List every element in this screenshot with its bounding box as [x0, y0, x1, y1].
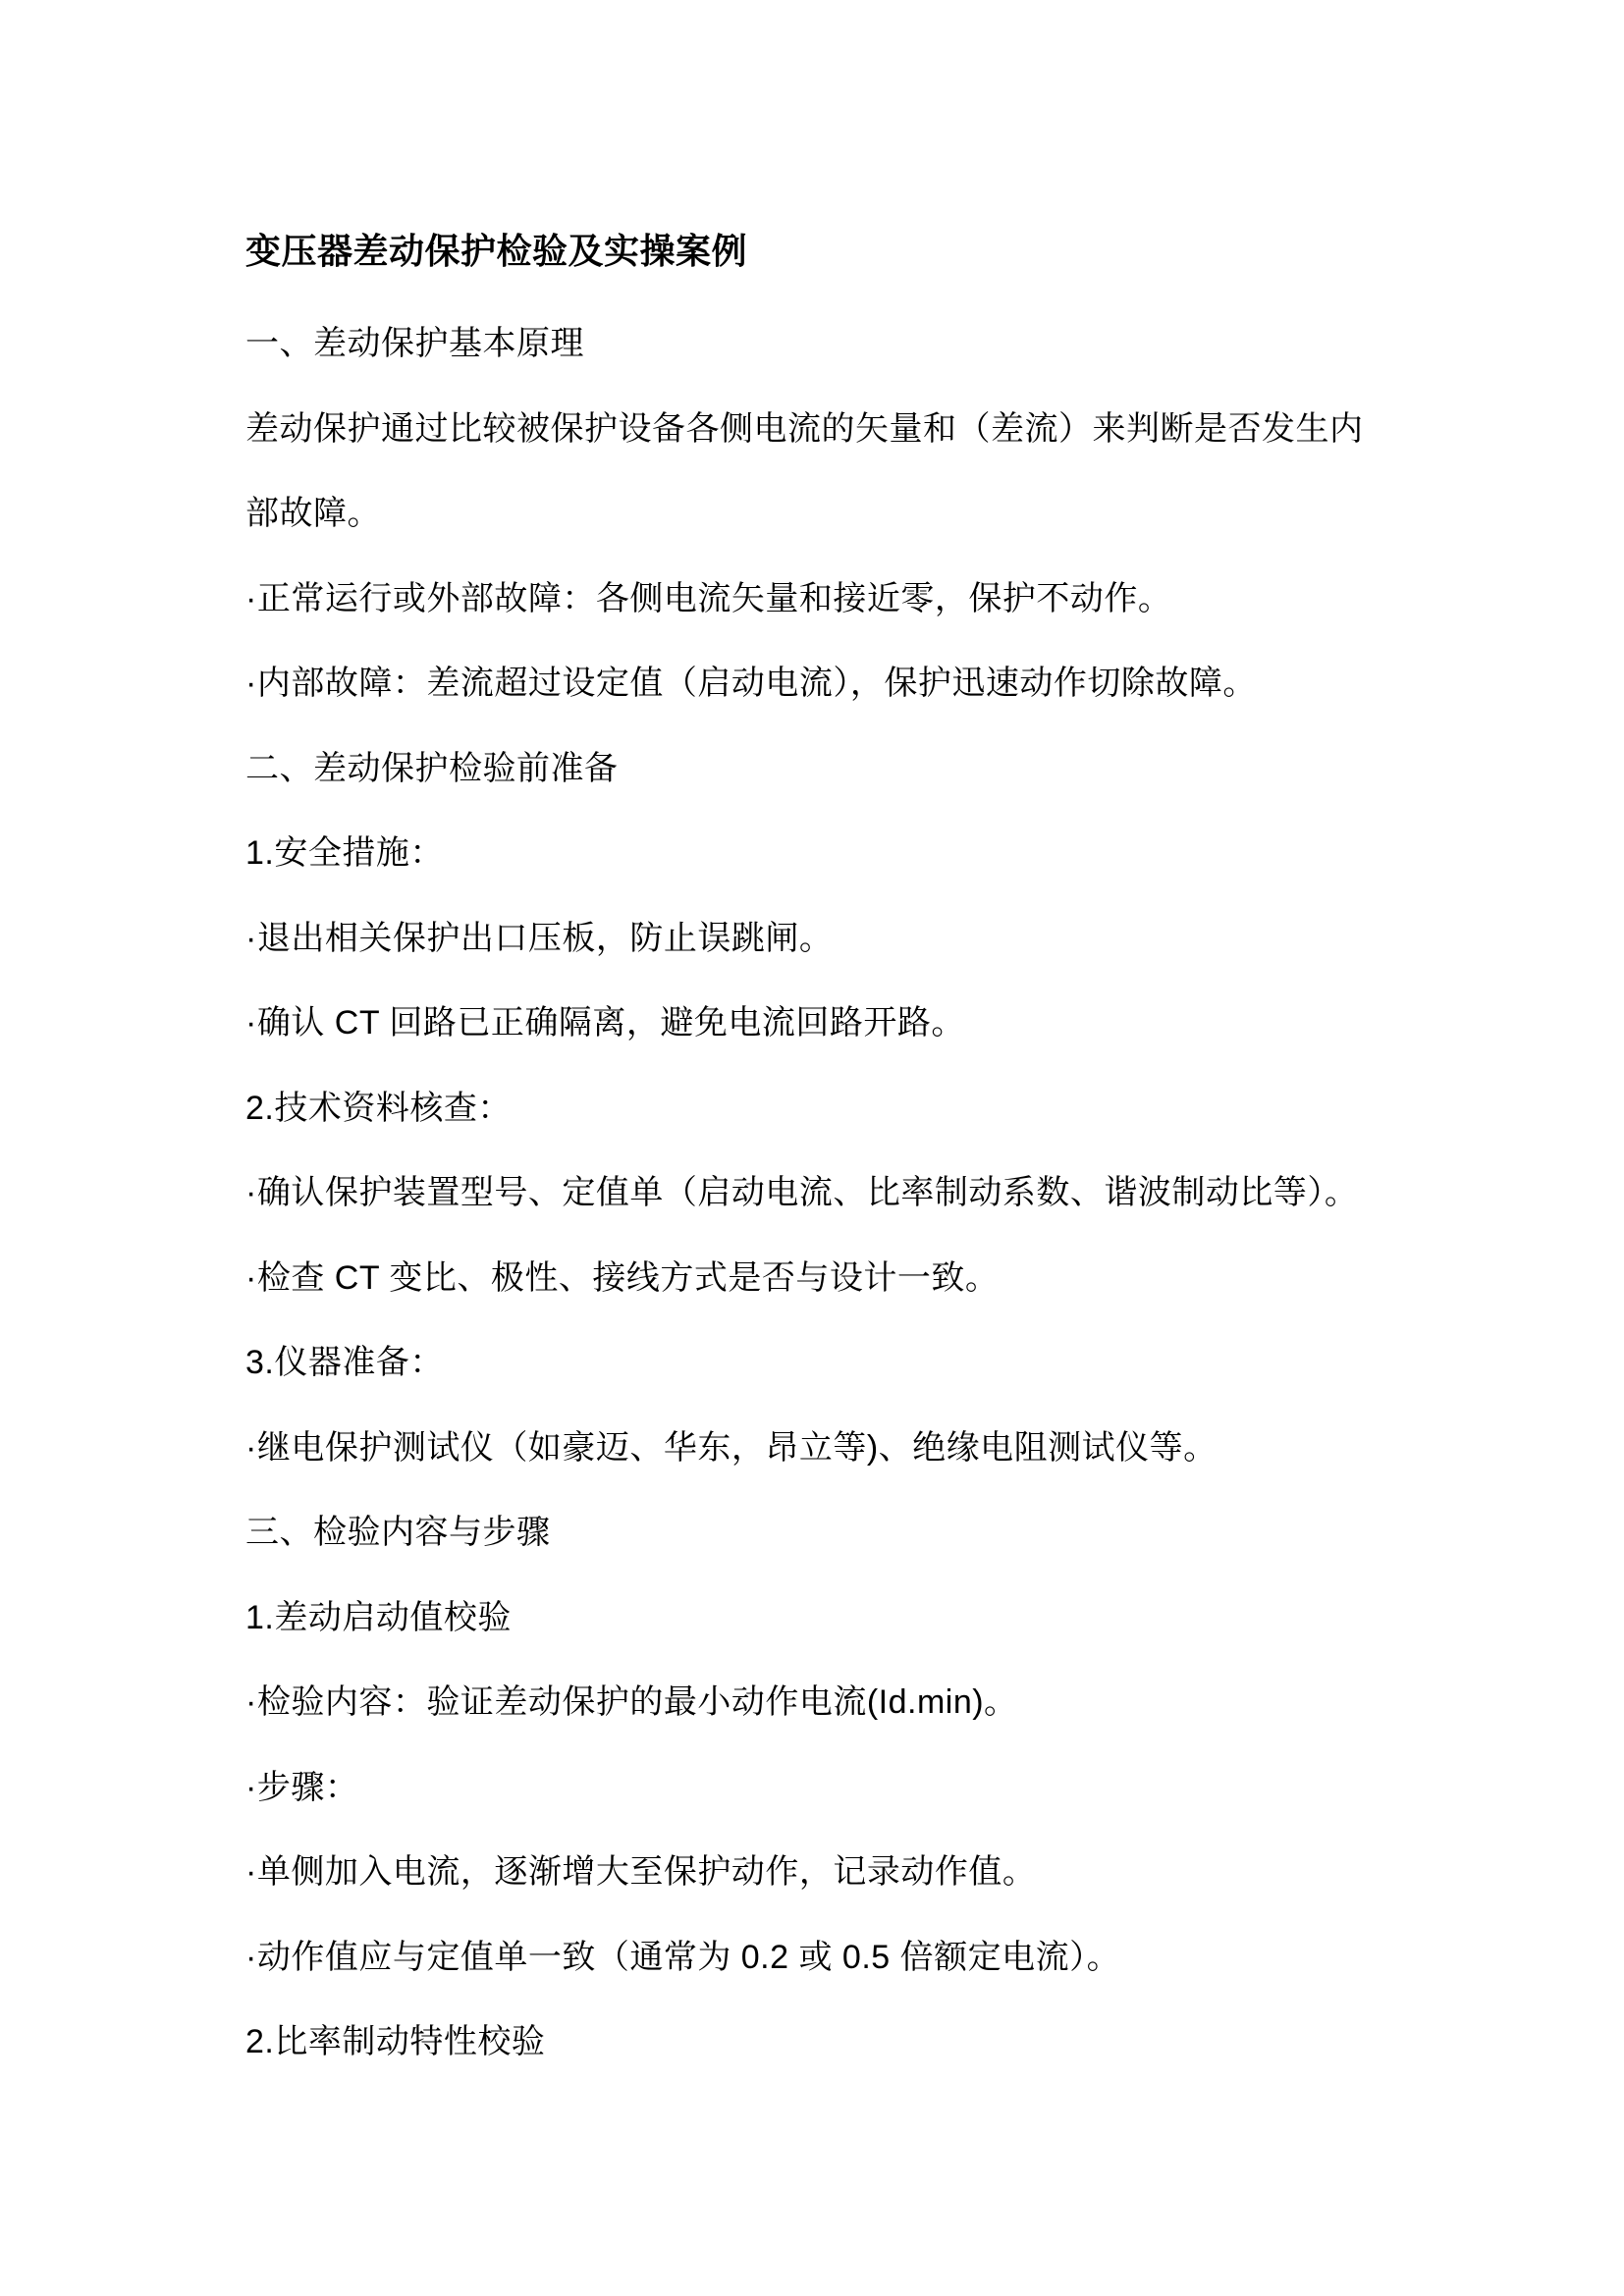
text-line: ·检查 CT 变比、极性、接线方式是否与设计一致。	[245, 1258, 1000, 1297]
text-line: ·继电保护测试仪（如豪迈、华东，昂立等)、绝缘电阻测试仪等。	[245, 1428, 1218, 1467]
text-line: ·退出相关保护出口压板，防止误跳闸。	[245, 919, 834, 957]
text-line: 1.安全措施：	[245, 834, 444, 872]
text-line: ·内部故障：差流超过设定值（启动电流），保护迅速动作切除故障。	[245, 665, 1257, 702]
text-line: ·步骤：	[245, 1768, 359, 1806]
text-line: ·单侧加入电流，逐渐增大至保护动作，记录动作值。	[245, 1853, 1037, 1891]
text-line: 差动保护通过比较被保护设备各侧电流的矢量和（差流）来判断是否发生内	[245, 409, 1364, 448]
text-line: 2.技术资料核查：	[245, 1089, 512, 1127]
text-line: ·检验内容：验证差动保护的最小动作电流(Id.min)。	[245, 1683, 1018, 1721]
text-line: 1.差动启动值校验	[245, 1598, 512, 1636]
text-line: 三、检验内容与步骤	[245, 1514, 551, 1551]
text-line: 一、差动保护基本原理	[245, 325, 584, 362]
text-line: 2.比率制动特性校验	[245, 2023, 546, 2060]
text-line: ·确认 CT 回路已正确隔离，避免电流回路开路。	[245, 1004, 965, 1041]
text-line: ·动作值应与定值单一致（通常为 0.2 或 0.5 倍额定电流）。	[245, 1938, 1121, 1976]
text-line: 3.仪器准备：	[245, 1344, 444, 1381]
document-title: 变压器差动保护检验及实操案例	[245, 231, 748, 271]
text-line: 二、差动保护检验前准备	[245, 749, 619, 787]
text-line: ·确认保护装置型号、定值单（启动电流、比率制动系数、谐波制动比等）。	[245, 1174, 1359, 1211]
text-line: ·正常运行或外部故障：各侧电流矢量和接近零，保护不动作。	[245, 579, 1172, 617]
text-line: 部故障。	[245, 495, 381, 532]
document-lines	[245, 301, 1477, 2085]
